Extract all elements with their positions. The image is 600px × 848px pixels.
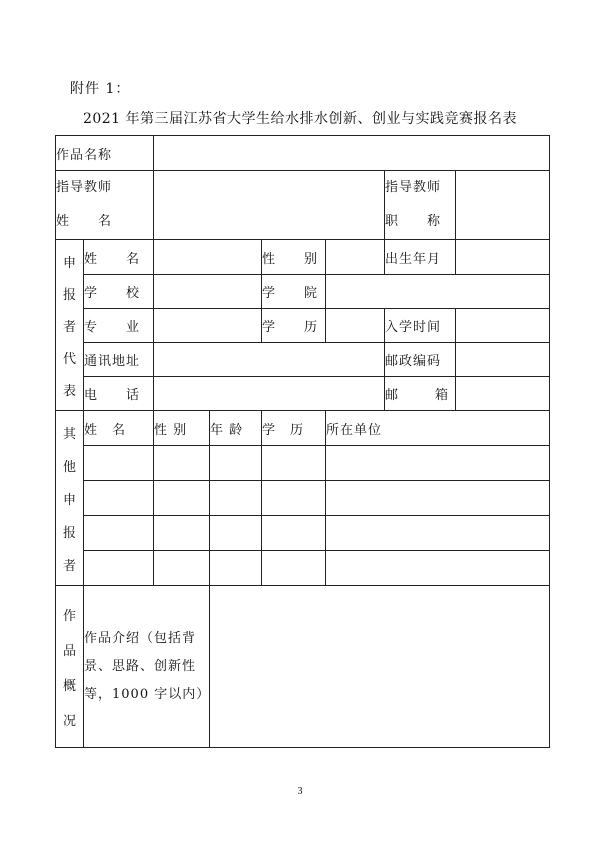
rep-email-label — [385, 377, 456, 411]
others-header-education: 学 历 — [262, 411, 326, 446]
section-char: 其 — [62, 426, 76, 442]
rep-enroll-field[interactable] — [456, 309, 550, 343]
advisor-name-label-line2: 姓 名 — [56, 214, 113, 229]
others-header-gender: 性 别 — [154, 411, 210, 446]
work-intro-label — [84, 586, 210, 748]
others-age-cell[interactable] — [210, 551, 262, 586]
section-char: 者 — [62, 558, 76, 574]
other-applicants-section-label — [56, 411, 84, 586]
registration-form-table — [55, 135, 550, 748]
advisor-title-label-line2: 职 称 — [385, 214, 442, 229]
table-row — [56, 516, 550, 551]
section-char: 报 — [62, 287, 76, 303]
section-char: 报 — [62, 525, 76, 541]
section-char: 概 — [62, 678, 76, 694]
rep-education-field[interactable] — [326, 309, 385, 343]
table-row — [56, 481, 550, 516]
rep-name-field[interactable] — [154, 240, 262, 275]
representative-section-label — [56, 240, 84, 411]
others-header-unit: 所在单位 — [326, 411, 550, 446]
others-unit-cell[interactable] — [326, 551, 550, 586]
rep-address-label: 通讯地址 — [84, 343, 154, 377]
page-number: 3 — [297, 786, 303, 797]
attachment-label: 附件 1： — [70, 81, 131, 97]
section-char: 品 — [62, 643, 76, 659]
rep-birth-label: 出生年月 — [385, 240, 456, 275]
rep-gender-label: 性 别 — [262, 240, 326, 275]
work-intro-line: 作品介绍（包括背 — [84, 630, 197, 646]
overview-section-label — [56, 586, 84, 748]
advisor-name-label — [56, 171, 154, 240]
advisor-name-field[interactable] — [154, 171, 385, 240]
others-unit-cell[interactable] — [326, 516, 550, 551]
others-education-cell[interactable] — [262, 516, 326, 551]
rep-birth-field[interactable] — [456, 240, 550, 275]
rep-school-label: 学 校 — [84, 275, 154, 309]
rep-postal-label: 邮政编码 — [385, 343, 456, 377]
section-char: 况 — [62, 713, 76, 729]
others-age-cell[interactable] — [210, 516, 262, 551]
others-gender-cell[interactable] — [154, 551, 210, 586]
others-gender-cell[interactable] — [154, 481, 210, 516]
others-gender-cell[interactable] — [154, 516, 210, 551]
others-header-age: 年 龄 — [210, 411, 262, 446]
rep-email-field[interactable] — [456, 377, 550, 411]
section-char: 申 — [62, 255, 76, 271]
rep-college-label: 学 院 — [262, 275, 326, 309]
rep-education-label: 学 历 — [262, 309, 326, 343]
others-header-name: 姓 名 — [84, 411, 154, 446]
others-unit-cell[interactable] — [326, 481, 550, 516]
table-row — [56, 446, 550, 481]
section-char: 表 — [62, 383, 76, 399]
rep-phone-label: 电 话 — [84, 377, 154, 411]
section-char: 申 — [62, 492, 76, 508]
others-name-cell[interactable] — [84, 481, 154, 516]
others-name-cell[interactable] — [84, 516, 154, 551]
work-intro-line: 景、思路、创新性 — [84, 658, 197, 674]
table-row — [56, 551, 550, 586]
rep-enroll-label: 入学时间 — [385, 309, 456, 343]
work-intro-field[interactable] — [210, 586, 550, 748]
others-education-cell[interactable] — [262, 481, 326, 516]
work-name-label: 作品名称 — [56, 136, 154, 171]
rep-college-field[interactable] — [326, 275, 550, 309]
others-age-cell[interactable] — [210, 446, 262, 481]
others-education-cell[interactable] — [262, 551, 326, 586]
rep-email-label-char: 邮 — [385, 388, 400, 403]
rep-address-field[interactable] — [154, 343, 385, 377]
advisor-title-label-line1: 指导教师 — [385, 180, 442, 195]
rep-phone-field[interactable] — [154, 377, 385, 411]
others-education-cell[interactable] — [262, 446, 326, 481]
rep-major-field[interactable] — [154, 309, 262, 343]
advisor-name-label-line1: 指导教师 — [56, 180, 113, 195]
rep-gender-field[interactable] — [326, 240, 385, 275]
section-char: 作 — [62, 608, 76, 624]
work-name-field[interactable] — [154, 136, 550, 171]
section-char: 者 — [62, 319, 76, 335]
advisor-title-label — [385, 171, 456, 240]
others-gender-cell[interactable] — [154, 446, 210, 481]
others-name-cell[interactable] — [84, 551, 154, 586]
rep-major-label: 专 业 — [84, 309, 154, 343]
rep-email-label-char: 箱 — [435, 388, 450, 403]
work-intro-line: 等，1000 字以内） — [84, 686, 211, 702]
section-char: 代 — [62, 351, 76, 367]
advisor-title-field[interactable] — [456, 171, 550, 240]
others-name-cell[interactable] — [84, 446, 154, 481]
rep-school-field[interactable] — [154, 275, 262, 309]
others-age-cell[interactable] — [210, 481, 262, 516]
form-title: 2021 年第三届江苏省大学生给水排水创新、创业与实践竞赛报名表 — [82, 111, 518, 127]
section-char: 他 — [62, 459, 76, 475]
rep-name-label: 姓 名 — [84, 240, 154, 275]
rep-postal-field[interactable] — [456, 343, 550, 377]
others-unit-cell[interactable] — [326, 446, 550, 481]
